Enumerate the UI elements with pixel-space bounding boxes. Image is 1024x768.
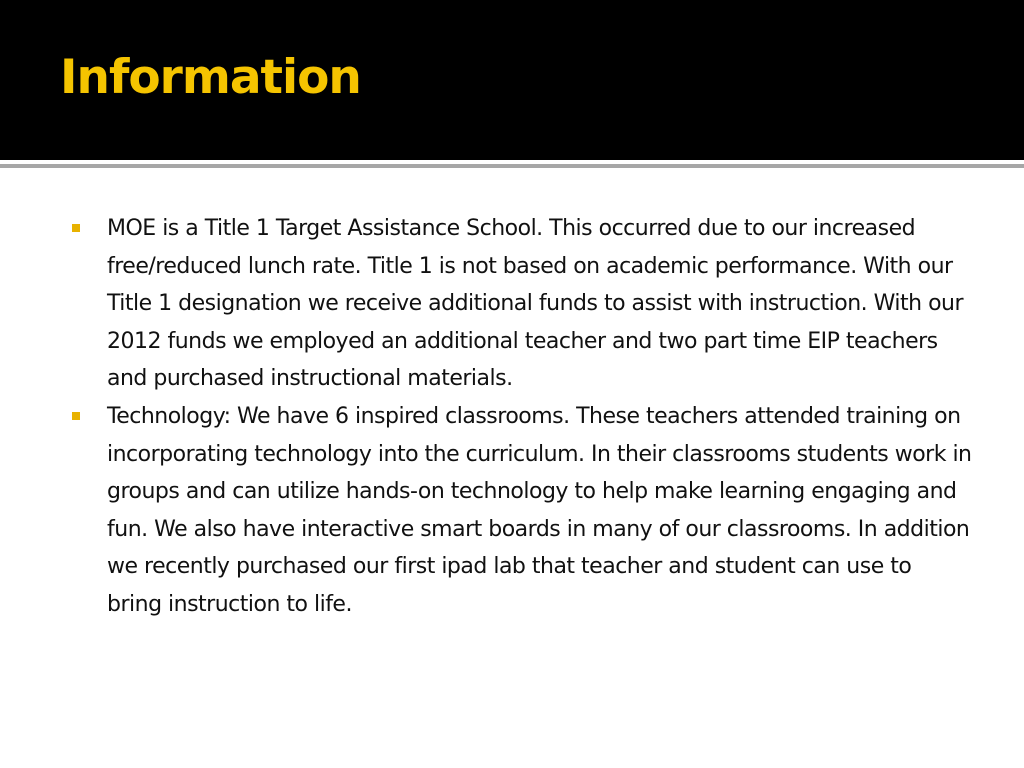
title-bar: [0, 0, 1024, 160]
bullet-list: [72, 210, 972, 624]
bullet-item: [72, 398, 972, 624]
slide-title: Information: [60, 50, 361, 105]
bullet-text: Technology: We have 6 inspired classrooms. These teachers attended training on incorporating technology into the curriculum. In their classrooms students work in groups and can utilize hands-on technology to help make learning engaging and fun. We also have interactive smart boards in many of our classrooms. In addition we recently purchased our first ipad lab that teacher and student can use to bring instruction to life.: [107, 403, 972, 617]
square-bullet-icon: [72, 224, 80, 232]
bullet-text: MOE is a Title 1 Target Assistance School. This occurred due to our increased free/reduced lunch rate. Title 1 is not based on academic performance. With our Title 1 designation we receive additional funds to assist with instruction. With our 2012 funds we employed an additional teacher and two part time EIP teachers and purchased instructional materials.: [107, 216, 964, 392]
title-divider: [0, 164, 1024, 168]
square-bullet-icon: [72, 412, 80, 420]
bullet-item: [72, 210, 972, 398]
